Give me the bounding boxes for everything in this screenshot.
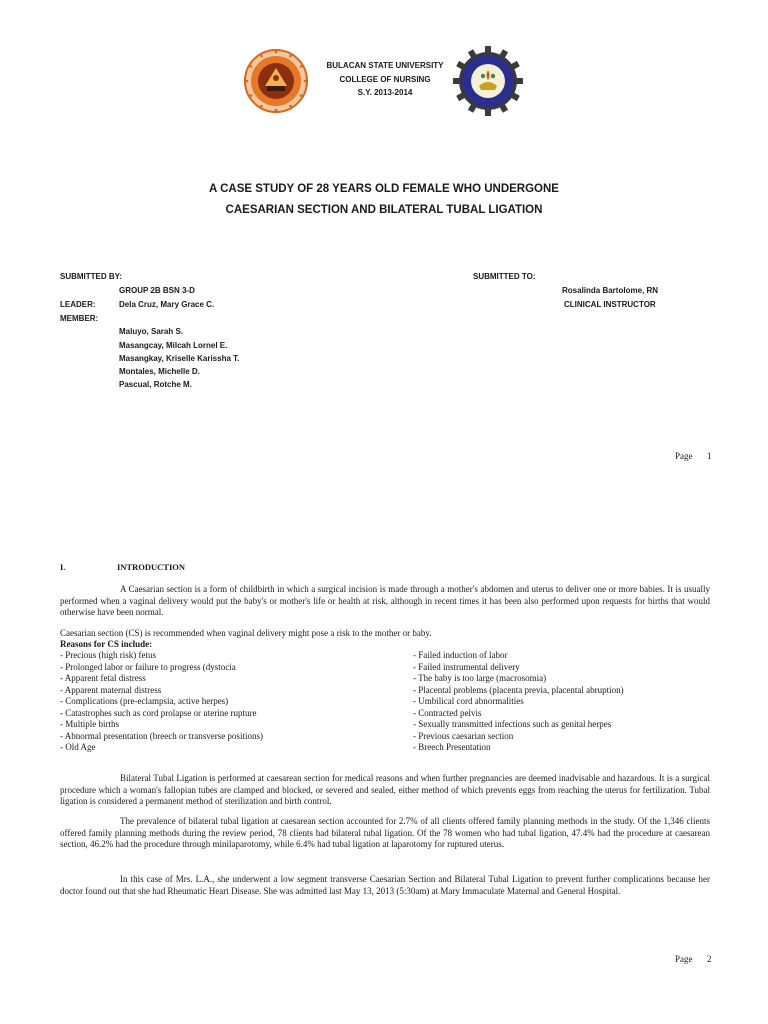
list-item: - Multiple births [60, 719, 119, 729]
list-item: - Precious (high risk) fetus [60, 650, 156, 660]
instructor-title: CLINICAL INSTRUCTOR [564, 300, 656, 309]
page-number-2 [675, 954, 712, 964]
reasons-label: Reasons for CS include: [60, 639, 153, 649]
prevalence-paragraph: The prevalence of bilateral tubal ligation at caesarean section accounted for 2.7% of all clients offered family planning methods in the study. Of the 1,346 clients offered family planning methods during the review period, 78 clients had bilateral tubal ligation. Of the 78 women who had tubal ligation, 47.4% had the procedure at caesarean section, 46.2% had the procedure through minilaparotomy, while 6.4% had tubal ligation at laparotomy for ruptured uterus. [60, 816, 710, 849]
list-item: - Contracted pelvis [413, 707, 482, 718]
nursing-seal-logo [453, 46, 523, 116]
page-number-1 [675, 451, 712, 461]
member-name: Pascual, Rotche M. [119, 380, 192, 389]
instructor-name: Rosalinda Bartolome, RN [562, 286, 659, 295]
member-name: Montales, Michelle D. [119, 367, 200, 376]
list-item: - Previous caesarian section [413, 730, 514, 741]
list-item: - Placental problems (placenta previa, placental abruption) [413, 684, 624, 695]
section-number: I. [60, 562, 66, 572]
page-number: 1 [707, 451, 712, 461]
list-item: - Sexually transmitted infections such as genital herpes [413, 719, 612, 729]
member-label: MEMBER: [60, 314, 99, 323]
college-name: COLLEGE OF NURSING [339, 74, 431, 84]
list-item: - Prolonged labor or failure to progress (dystocia [60, 661, 236, 672]
submitted-by-label: SUBMITTED BY: [60, 272, 123, 281]
member-name: Maluyo, Sarah S. [119, 327, 184, 336]
section-heading: INTRODUCTION [117, 562, 186, 572]
list-item: - Breech Presentation [413, 742, 491, 752]
group-name: GROUP 2B BSN 3-D [119, 286, 195, 295]
list-item: - Abnormal presentation (breech or transverse positions) [60, 730, 263, 741]
page-label: Page [675, 451, 693, 461]
intro-paragraph-1: A Caesarian section is a form of childbirth in which a surgical incision is made through a mother's abdomen and uterus to deliver one or more babies. It is usually performed when a vaginal delivery would put the baby's or mother's life or health at risk, although in recent times it has been also performed upon requests for births that would otherwise have been normal. [60, 584, 710, 617]
list-item: - Umbilical cord abnormalities [413, 696, 524, 706]
university-name: BULACAN STATE UNIVERSITY [326, 61, 444, 70]
list-item: - Failed instrumental delivery [413, 661, 520, 672]
list-item: - Apparent maternal distress [60, 684, 162, 695]
list-item: - Old Age [60, 742, 96, 752]
leader-label: LEADER: [60, 300, 96, 309]
list-item: - Complications (pre-eclampsia, active herpes) [60, 696, 229, 706]
page-label: Page [675, 954, 693, 964]
submitted-to-label: SUBMITTED TO: [473, 272, 536, 281]
list-item: - Catastrophes such as cord prolapse or uterine rupture [60, 707, 257, 718]
reasons-list-left [60, 650, 263, 754]
member-name: Masangcay, Milcah Lornel E. [119, 341, 228, 350]
list-item: - Failed induction of labor [413, 650, 508, 660]
member-name: Masangkay, Kriselle Karissha T. [119, 354, 240, 363]
cs-recommendation-line: Caesarian section (CS) is recommended when vaginal delivery might pose a risk to the mother or baby. [60, 628, 432, 638]
reasons-list-right [413, 650, 624, 754]
case-paragraph: In this case of Mrs. L.A., she underwent a low segment transverse Caesarian Section and Bilateral Tubal Ligation to prevent further complications because her doctor found out that she had Rheumatic Heart Disease. She was admitted last May 13, 2013 (5:30am) at Mary Immaculate Maternal and General Hospital. [60, 874, 710, 896]
school-year: S.Y. 2013-2014 [357, 88, 413, 97]
case-study-title-line1: A CASE STUDY OF 28 YEARS OLD FEMALE WHO UNDERGONE [209, 183, 559, 195]
leader-name: Dela Cruz, Mary Grace C. [119, 300, 215, 309]
case-study-title-line2: CAESARIAN SECTION AND BILATERAL TUBAL LIGATION [225, 204, 543, 216]
btl-paragraph: Bilateral Tubal Ligation is performed at caesarean section for medical reasons and when further pregnancies are deemed inadvisable and hazardous. It is a surgical procedure which a woman's fallopian tubes are clamped and blocked, or severed and sealed, either method of which prevents eggs from reaching the uterus for fertilization. Tubal ligation is considered a permanent method of sterilization and birth control. [60, 773, 710, 806]
university-header [290, 59, 480, 100]
list-item: - The baby is too large (macrosomia) [413, 673, 547, 683]
list-item: - Apparent fetal distress [60, 673, 146, 683]
page-number: 2 [707, 954, 712, 964]
